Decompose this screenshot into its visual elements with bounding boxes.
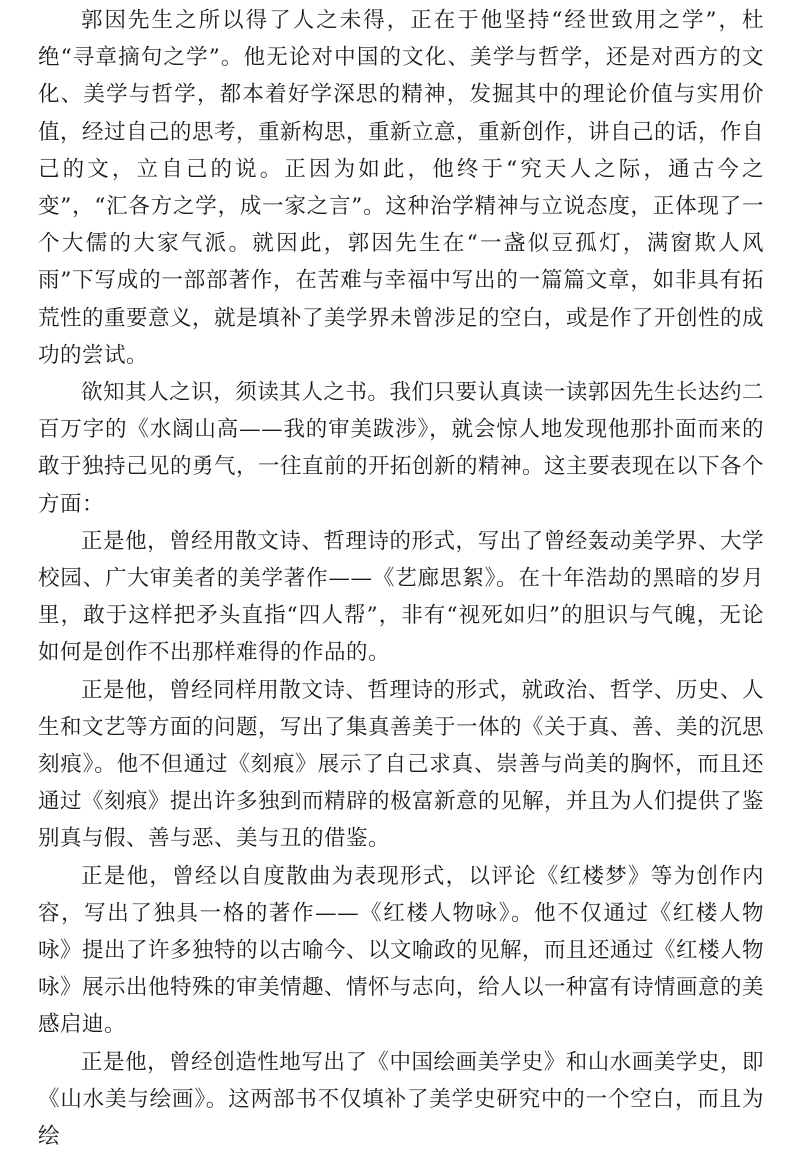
paragraph-6: 正是他，曾经创造性地写出了《中国绘画美学史》和山水画美学史，即《山水美与绘画》。这两部书不仅填补了美学史研究中的一个空白，而且为绘 [38,1049,764,1150]
paragraph-1: 郭因先生之所以得了人之未得，正在于他坚持“经世致用之学”，杜绝“寻章摘句之学”。他无论对中国的文化、美学与哲学，还是对西方的文化、美学与哲学，都本着好学深思的精神，发掘其中的理论价值与实用价值，经过自己的思考，重新构思，重新立意，重新创作，讲自己的话，作自己的文，立自己的说。正因为如此，他终于“究天人之际，通古今之变”，“汇各方之学，成一家之言”。这种治学精神与立说态度，正体现了一个大儒的大家气派。就因此，郭因先生在“一盏似豆孤灯，满窗欺人风雨”下写成的一部部著作，在苦难与幸福中写出的一篇篇文章，如非具有拓荒性的重要意义，就是填补了美学界未曾涉足的空白，或是作了开创性的成功的尝试。 [38,8,765,368]
paragraph-5: 正是他，曾经以自度散曲为表现形式，以评论《红楼梦》等为创作内容，写出了独具一格的著作——《红楼人物咏》。他不仅通过《红楼人物咏》提出了许多独特的以古喻今、以文喻政的见解，而且还通过《红楼人物咏》展示出他特殊的审美情趣、情怀与志向，给人以一种富有诗情画意的美感启迪。 [38,863,765,1038]
paragraph-2: 欲知其人之识，须读其人之书。我们只要认真读一读郭因先生长达约二百万字的《水阔山高——我的审美跋涉》，就会惊人地发现他那扑面而来的敢于独持己见的勇气，一往直前的开拓创新的精神。这主要表现在以下各个方面： [38,380,765,517]
paragraph-4: 正是他，曾经同样用散文诗、哲理诗的形式，就政治、哲学、历史、人生和文艺等方面的问题，写出了集真善美于一体的《关于真、善、美的沉思刻痕》。他不但通过《刻痕》展示了自己求真、崇善与尚美的胸怀，而且还通过《刻痕》提出许多独到而精辟的极富新意的见解，并且为人们提供了鉴别真与假、善与恶、美与丑的借鉴。 [38,677,765,852]
paragraph-3: 正是他，曾经用散文诗、哲理诗的形式，写出了曾经轰动美学界、大学校园、广大审美者的美学著作——《艺廊思絮》。在十年浩劫的黑暗的岁月里，敢于这样把矛头直指“四人帮”，非有“视死如归”的胆识与气魄，无论如何是创作不出那样难得的作品的。 [38,528,764,666]
